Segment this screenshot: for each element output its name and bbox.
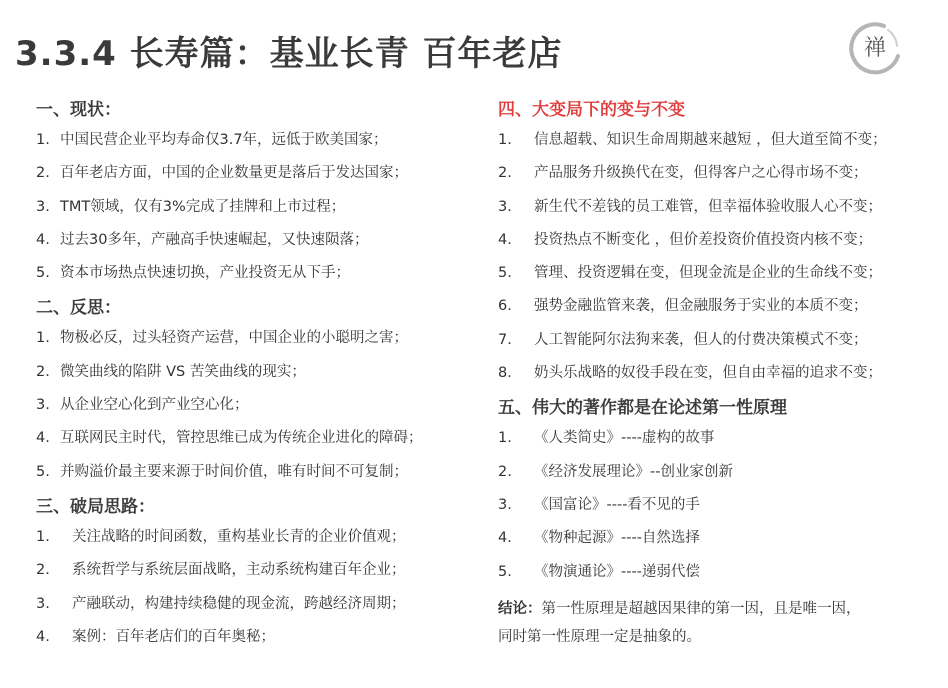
item-number: 4.: [36, 628, 50, 645]
item-text: 《国富论》----看不见的手: [534, 496, 700, 513]
item-text: 强势金融监管来袭，但金融服务于实业的本质不变；: [534, 298, 868, 315]
slide-title: 3.3.4 长寿篇：基业长青 百年老店: [15, 34, 563, 74]
item-text: TMT领域，仅有3%完成了挂牌和上市过程；: [60, 198, 346, 215]
list-item: [36, 422, 481, 455]
item-number: 7.: [498, 331, 512, 348]
left-column: [36, 96, 481, 654]
item-number: 1.: [36, 528, 50, 545]
item-text: 从企业空心化到产业空心化；: [60, 397, 249, 414]
item-number: 2.: [36, 165, 50, 182]
item-number: 1.: [498, 132, 512, 148]
item-text: 奶头乐战略的奴役手段在变，但自由幸福的追求不变；: [534, 365, 882, 382]
item-number: 5.: [498, 265, 512, 282]
conclusion-label: 结论：: [498, 600, 542, 617]
list-item: [36, 257, 481, 290]
item-number: 3.: [36, 397, 50, 414]
item-text: 《经济发展理论》--创业家创新: [534, 463, 733, 480]
item-number: 3.: [498, 496, 512, 513]
section-change: [498, 96, 938, 390]
item-number: 1.: [36, 330, 50, 347]
item-number: 4.: [36, 430, 50, 447]
section-heading: 四、大变局下的变与不变: [498, 100, 685, 120]
item-number: 2.: [498, 463, 512, 480]
logo-character: 禅: [863, 36, 886, 61]
item-text: 信息超载、知识生命周期越来越短 ，但大道至简不变；: [534, 132, 887, 148]
item-text: 人工智能阿尔法狗来袭，但人的付费决策模式不变；: [534, 331, 868, 348]
list-item: [498, 290, 938, 323]
item-number: 4.: [498, 530, 512, 547]
list-item: [498, 157, 938, 190]
item-text: 《物演通论》----递弱代偿: [534, 563, 700, 580]
conclusion-text-1: 第一性原理是超越因果律的第一因，且是唯一因，: [541, 600, 861, 617]
item-number: 3.: [36, 595, 50, 612]
item-text: 《物种起源》----自然选择: [534, 530, 700, 547]
list-item: [498, 124, 938, 157]
item-text: 投资热点不断变化 ，但价差投资价值投资内核不变；: [534, 231, 873, 248]
item-number: 1.: [36, 132, 50, 148]
section-heading: 一、现状：: [36, 100, 121, 120]
item-number: 5.: [36, 265, 50, 282]
section-heading: 二、反思：: [36, 298, 121, 319]
list-item: [36, 521, 481, 554]
list-item: [498, 357, 938, 390]
item-text: 案例：百年老店们的百年奥秘；: [72, 628, 275, 645]
list-item: [36, 554, 481, 587]
item-number: 5.: [498, 563, 512, 580]
right-column: [498, 96, 938, 651]
list-item: [498, 422, 938, 455]
item-text: 产品服务升级换代在变，但得客户之心得市场不变；: [534, 165, 868, 182]
list-item: [498, 324, 938, 357]
conclusion: [498, 595, 938, 651]
item-number: 3.: [36, 198, 50, 215]
item-text: 资本市场热点快速切换，产业投资无从下手；: [60, 265, 350, 282]
item-number: 1.: [498, 430, 512, 447]
item-number: 3.: [498, 198, 512, 215]
item-text: 《人类简史》----虚构的故事: [534, 430, 715, 447]
item-number: 5.: [36, 463, 50, 480]
section-reflection: [36, 294, 481, 488]
section-breakthrough: [36, 493, 481, 654]
item-text: 微笑曲线的陷阱 VS 苦笑曲线的现实；: [60, 363, 306, 380]
list-item: [36, 224, 481, 257]
item-text: 过去30多年，产融高手快速崛起，又快速陨落；: [60, 231, 369, 248]
list-item: [36, 322, 481, 355]
item-number: 6.: [498, 298, 512, 315]
item-number: 4.: [36, 231, 50, 248]
item-text: 并购溢价最主要来源于时间价值，唯有时间不可复制；: [60, 463, 408, 480]
list-item: [36, 389, 481, 422]
item-text: 系统哲学与系统层面战略，主动系统构建百年企业；: [72, 562, 406, 579]
section-heading: 五、伟大的著作都是在论述第一性原理: [498, 398, 787, 419]
list-item: [498, 191, 938, 224]
list-item: [36, 588, 481, 621]
list-item: [498, 456, 938, 489]
list-item: [36, 124, 481, 157]
item-text: 新生代不差钱的员工难管，但幸福体验收服人心不变；: [534, 198, 882, 215]
list-item: [498, 257, 938, 290]
list-item: [36, 356, 481, 389]
item-text: 中国民营企业平均寿命仅3.7年，远低于欧美国家；: [60, 132, 388, 148]
zen-logo: [844, 18, 906, 80]
list-item: [36, 456, 481, 489]
conclusion-line-2: 同时第一性原理一定是抽象的。: [498, 628, 701, 645]
list-item: [498, 489, 938, 522]
section-status: [36, 96, 481, 290]
item-text: 产融联动，构建持续稳健的现金流，跨越经济周期；: [72, 595, 406, 612]
list-item: [498, 224, 938, 257]
list-item: [36, 191, 481, 224]
list-item: [498, 522, 938, 555]
list-item: [36, 621, 481, 654]
item-number: 2.: [36, 562, 50, 579]
item-text: 物极必反，过头轻资产运营，中国企业的小聪明之害；: [60, 330, 408, 347]
section-first-principles: [498, 394, 938, 588]
conclusion-line-1: [498, 595, 938, 623]
list-item: [498, 556, 938, 589]
item-text: 管理、投资逻辑在变，但现金流是企业的生命线不变；: [534, 265, 882, 282]
item-number: 4.: [498, 231, 512, 248]
item-text: 关注战略的时间函数，重构基业长青的企业价值观；: [72, 528, 406, 545]
item-number: 2.: [498, 165, 512, 182]
list-item: [36, 157, 481, 190]
item-text: 百年老店方面，中国的企业数量更是落后于发达国家；: [60, 165, 408, 182]
section-heading: 三、破局思路：: [36, 496, 155, 517]
item-number: 2.: [36, 363, 50, 380]
item-text: 互联网民主时代，管控思维已成为传统企业进化的障碍；: [60, 430, 423, 447]
item-number: 8.: [498, 365, 512, 382]
